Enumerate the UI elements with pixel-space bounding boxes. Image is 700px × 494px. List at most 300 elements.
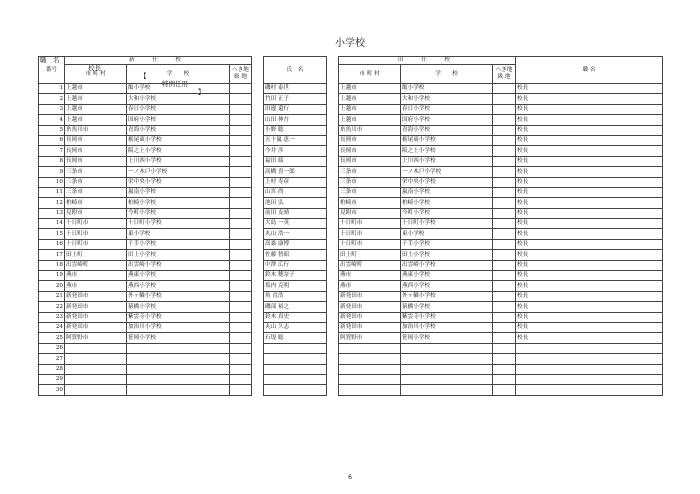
new-remote-cell [230, 364, 252, 374]
new-remote-cell [230, 167, 252, 177]
old-city-cell: 見附市 [339, 208, 401, 218]
row-number: 1 [39, 84, 65, 94]
old-school-cell: 大和小学校 [401, 94, 493, 104]
position-cell: 校長 [516, 333, 663, 343]
gap-cell [327, 333, 339, 343]
gap-cell [327, 125, 339, 135]
name-cell: 角 直浩 [264, 291, 327, 301]
row-number: 17 [39, 250, 65, 260]
new-school-cell: 笹岡小学校 [127, 333, 230, 343]
name-cell: 鈴木 真史 [264, 312, 327, 322]
new-remote-cell [230, 281, 252, 291]
old-city-cell: 長岡市 [339, 156, 401, 166]
position-cell [516, 354, 663, 364]
name-cell [264, 374, 327, 384]
gap-cell [252, 208, 264, 218]
old-remote-cell [493, 250, 516, 260]
new-city-cell [65, 374, 127, 384]
gap-cell [327, 115, 339, 125]
header-new-city: 市 町 村 [65, 65, 127, 84]
new-school-cell: 十日町小学校 [127, 219, 230, 229]
old-remote-cell [493, 125, 516, 135]
row-number: 21 [39, 291, 65, 301]
old-city-cell [339, 385, 401, 395]
position-cell: 校長 [516, 84, 663, 94]
old-city-cell: 阿賀野市 [339, 333, 401, 343]
new-remote-cell [230, 208, 252, 218]
row-number: 3 [39, 104, 65, 114]
new-remote-cell [230, 302, 252, 312]
new-city-cell: 見附市 [65, 208, 127, 218]
gap-cell [252, 84, 264, 94]
old-city-cell: 十日町市 [339, 219, 401, 229]
name-cell: 山宮 尚 [264, 187, 327, 197]
new-school-cell [127, 354, 230, 364]
position-cell [516, 385, 663, 395]
old-remote-cell [493, 281, 516, 291]
gap-cell [252, 115, 264, 125]
old-remote-cell [493, 229, 516, 239]
old-remote-cell [493, 208, 516, 218]
gap-cell [252, 354, 264, 364]
old-school-cell: 栄中央小学校 [401, 177, 493, 187]
old-school-cell [401, 374, 493, 384]
position-cell: 校長 [516, 135, 663, 145]
gap-cell [252, 104, 264, 114]
old-city-cell [339, 374, 401, 384]
row-number: 28 [39, 364, 65, 374]
gap-cell [252, 374, 264, 384]
new-remote-cell [230, 146, 252, 156]
table-row [39, 333, 663, 343]
gap-cell [252, 125, 264, 135]
header-new-school-group: 新 任 校 [65, 57, 252, 65]
new-city-cell [65, 354, 127, 364]
new-city-cell: 糸魚川市 [65, 125, 127, 135]
new-remote-cell [230, 260, 252, 270]
gap-cell [327, 322, 339, 332]
gap-cell [327, 343, 339, 353]
name-cell: 石堤 聡 [264, 333, 327, 343]
old-school-cell: 燕東小学校 [401, 271, 493, 281]
old-school-cell: 飯小学校 [401, 84, 493, 94]
new-city-cell: 三条市 [65, 187, 127, 197]
new-school-cell: 加治川小学校 [127, 322, 230, 332]
old-school-cell: 東小学校 [401, 229, 493, 239]
gap-cell [252, 187, 264, 197]
position-cell: 校長 [516, 229, 663, 239]
new-school-cell: 千手小学校 [127, 239, 230, 249]
position-cell: 校長 [516, 239, 663, 249]
row-number: 15 [39, 229, 65, 239]
row-number: 11 [39, 187, 65, 197]
name-cell: 丸山 浩一 [264, 229, 327, 239]
old-city-cell [339, 364, 401, 374]
position-cell: 校長 [516, 219, 663, 229]
old-city-cell: 出雲崎町 [339, 260, 401, 270]
new-remote-cell [230, 84, 252, 94]
header-row-groups [39, 57, 663, 65]
old-remote-cell [493, 84, 516, 94]
position-cell: 校長 [516, 322, 663, 332]
gap-cell [252, 167, 264, 177]
row-number: 6 [39, 135, 65, 145]
new-school-cell [127, 364, 230, 374]
header-old-city: 市 町 村 [339, 65, 401, 84]
old-remote-cell [493, 322, 516, 332]
name-cell: 今井 涉 [264, 146, 327, 156]
gap-cell [327, 291, 339, 301]
table-row [39, 291, 663, 301]
new-city-cell: 三条市 [65, 177, 127, 187]
table-row [39, 104, 663, 114]
old-city-cell: 燕市 [339, 271, 401, 281]
old-city-cell: 田上町 [339, 250, 401, 260]
gap-cell [327, 260, 339, 270]
new-remote-cell [230, 156, 252, 166]
old-school-cell: 加治川小学校 [401, 322, 493, 332]
gap-cell [327, 364, 339, 374]
new-school-cell: 一ノ木戸小学校 [127, 167, 230, 177]
table-row [39, 364, 663, 374]
gap-cell [252, 364, 264, 374]
old-city-cell: 新発田市 [339, 291, 401, 301]
table-row [39, 260, 663, 270]
gap-cell [327, 208, 339, 218]
old-school-cell: 青海小学校 [401, 125, 493, 135]
table-row [39, 312, 663, 322]
old-school-cell: 十日町小学校 [401, 219, 493, 229]
old-school-cell: 春日小学校 [401, 104, 493, 114]
name-cell [264, 364, 327, 374]
new-school-cell [127, 374, 230, 384]
new-school-cell: 上川西小学校 [127, 156, 230, 166]
old-school-cell: 今町小学校 [401, 208, 493, 218]
old-city-cell: 長岡市 [339, 135, 401, 145]
gap-cell [252, 250, 264, 260]
new-remote-cell [230, 229, 252, 239]
new-city-cell: 十日町市 [65, 229, 127, 239]
old-city-cell [339, 354, 401, 364]
position-cell: 校長 [516, 302, 663, 312]
new-school-cell: 春日小学校 [127, 104, 230, 114]
old-city-cell: 新発田市 [339, 322, 401, 332]
new-city-cell: 田上町 [65, 250, 127, 260]
old-remote-cell [493, 260, 516, 270]
row-number: 20 [39, 281, 65, 291]
name-cell: 中澤 広行 [264, 260, 327, 270]
position-cell: 校長 [516, 312, 663, 322]
table-row [39, 354, 663, 364]
gap-cell [252, 271, 264, 281]
gap-cell [252, 385, 264, 395]
row-number: 27 [39, 354, 65, 364]
new-remote-cell [230, 343, 252, 353]
gap-cell [327, 239, 339, 249]
position-cell [516, 343, 663, 353]
name-cell: 前田 友晴 [264, 208, 327, 218]
row-number: 23 [39, 312, 65, 322]
row-number: 29 [39, 374, 65, 384]
new-remote-cell [230, 271, 252, 281]
new-school-cell: 嵐南小学校 [127, 187, 230, 197]
new-remote-cell [230, 312, 252, 322]
table-row [39, 250, 663, 260]
gap-cell [252, 333, 264, 343]
name-cell: 丸山 久志 [264, 322, 327, 332]
row-number: 30 [39, 385, 65, 395]
table-row [39, 281, 663, 291]
old-city-cell: 新発田市 [339, 302, 401, 312]
position-cell: 校長 [516, 250, 663, 260]
gap-cell [252, 312, 264, 322]
old-city-cell: 糸魚川市 [339, 125, 401, 135]
old-remote-cell [493, 239, 516, 249]
old-school-cell: 笹岡小学校 [401, 333, 493, 343]
gap-cell [327, 177, 339, 187]
gap-cell [252, 219, 264, 229]
gap-cell [327, 219, 339, 229]
new-city-cell: 阿賀野市 [65, 333, 127, 343]
new-school-cell: 紫雲寺小学校 [127, 312, 230, 322]
table-row [39, 385, 663, 395]
position-cell: 校長 [516, 125, 663, 135]
name-cell: 大島 一英 [264, 219, 327, 229]
new-city-cell [65, 364, 127, 374]
new-city-cell: 上越市 [65, 84, 127, 94]
appointment-table [38, 56, 663, 396]
new-remote-cell [230, 291, 252, 301]
new-city-cell: 燕市 [65, 281, 127, 291]
new-remote-cell [230, 115, 252, 125]
gap-cell [327, 302, 339, 312]
new-city-cell: 燕市 [65, 271, 127, 281]
old-remote-cell [493, 167, 516, 177]
name-cell: 磯部 裕之 [264, 302, 327, 312]
gap-cell [327, 104, 339, 114]
new-remote-cell [230, 187, 252, 197]
gap-cell [327, 385, 339, 395]
old-school-cell: 嵐南小学校 [401, 187, 493, 197]
gap-cell [252, 156, 264, 166]
old-city-cell: 長岡市 [339, 146, 401, 156]
new-city-cell: 三条市 [65, 167, 127, 177]
new-remote-cell [230, 125, 252, 135]
old-remote-cell [493, 146, 516, 156]
table-row [39, 229, 663, 239]
row-number: 8 [39, 156, 65, 166]
old-remote-cell [493, 198, 516, 208]
row-number: 7 [39, 146, 65, 156]
gap-cell [327, 374, 339, 384]
new-city-cell: 上越市 [65, 115, 127, 125]
old-school-cell: 田上小学校 [401, 250, 493, 260]
new-school-cell: 燕東小学校 [127, 271, 230, 281]
old-school-cell: 猿橋小学校 [401, 302, 493, 312]
new-school-cell: 出雲崎小学校 [127, 260, 230, 270]
position-cell: 校長 [516, 167, 663, 177]
old-city-cell [339, 343, 401, 353]
new-city-cell: 柏崎市 [65, 198, 127, 208]
old-remote-cell [493, 271, 516, 281]
page-number: 6 [348, 474, 352, 481]
old-remote-cell [493, 104, 516, 114]
old-remote-cell [493, 364, 516, 374]
bracket-open: 【 [140, 72, 147, 80]
header-number: 番号 [39, 57, 65, 84]
position-cell: 校長 [516, 271, 663, 281]
old-remote-cell [493, 312, 516, 322]
header-gap [252, 57, 264, 84]
new-school-cell: 今町小学校 [127, 208, 230, 218]
row-number: 5 [39, 125, 65, 135]
old-remote-cell [493, 177, 516, 187]
old-school-cell [401, 343, 493, 353]
gap-cell [252, 302, 264, 312]
new-remote-cell [230, 333, 252, 343]
new-school-cell: 栄中央小学校 [127, 177, 230, 187]
old-school-cell: 国府小学校 [401, 115, 493, 125]
new-school-cell: 大和小学校 [127, 94, 230, 104]
new-remote-cell [230, 135, 252, 145]
position-cell: 校長 [516, 146, 663, 156]
gap-cell [327, 156, 339, 166]
name-cell: 磯村 泰世 [264, 84, 327, 94]
name-cell: 鈴木 穂奈子 [264, 271, 327, 281]
row-number: 26 [39, 343, 65, 353]
gap-cell [327, 94, 339, 104]
name-cell: 坂内 克明 [264, 281, 327, 291]
header-old-remote: へき地 級 地 [493, 65, 516, 84]
new-city-cell: 新発田市 [65, 322, 127, 332]
gap-cell [327, 312, 339, 322]
gap-cell [252, 239, 264, 249]
gap-cell [327, 135, 339, 145]
position-cell: 校長 [516, 177, 663, 187]
gap-cell [327, 146, 339, 156]
gap-cell [252, 291, 264, 301]
gap-cell [252, 229, 264, 239]
row-number: 12 [39, 198, 65, 208]
old-school-cell: 栃尾東小学校 [401, 135, 493, 145]
position-cell: 校長 [516, 281, 663, 291]
old-remote-cell [493, 291, 516, 301]
gap-cell [252, 343, 264, 353]
old-city-cell: 燕市 [339, 281, 401, 291]
row-number: 16 [39, 239, 65, 249]
new-remote-cell [230, 354, 252, 364]
position-cell: 校長 [516, 198, 663, 208]
new-city-cell: 十日町市 [65, 239, 127, 249]
old-city-cell: 三条市 [339, 177, 401, 187]
new-school-cell: 外ヶ輪小学校 [127, 291, 230, 301]
gap-cell [327, 271, 339, 281]
new-school-cell: 柏崎小学校 [127, 198, 230, 208]
table-row [39, 125, 663, 135]
old-city-cell: 三条市 [339, 167, 401, 177]
new-school-cell: 国府小学校 [127, 115, 230, 125]
header-position: 職 名 [516, 57, 663, 84]
position-cell: 校長 [516, 291, 663, 301]
new-city-cell [65, 385, 127, 395]
name-cell: 高橋 喜一郎 [264, 167, 327, 177]
old-school-cell: 上川西小学校 [401, 156, 493, 166]
row-number: 22 [39, 302, 65, 312]
new-school-cell: 青海小学校 [127, 125, 230, 135]
name-cell: 福田 綾 [264, 156, 327, 166]
new-remote-cell [230, 104, 252, 114]
new-remote-cell [230, 94, 252, 104]
gap-cell [327, 281, 339, 291]
new-city-cell: 長岡市 [65, 146, 127, 156]
new-city-cell: 長岡市 [65, 156, 127, 166]
table-row [39, 187, 663, 197]
new-remote-cell [230, 219, 252, 229]
old-remote-cell [493, 135, 516, 145]
old-remote-cell [493, 385, 516, 395]
name-cell: 山田 伸吾 [264, 115, 327, 125]
old-school-cell: 燕西小学校 [401, 281, 493, 291]
table-row [39, 343, 663, 353]
new-city-cell: 新発田市 [65, 302, 127, 312]
row-number: 25 [39, 333, 65, 343]
new-school-cell: 東小学校 [127, 229, 230, 239]
name-cell: 田邊 還行 [264, 104, 327, 114]
table-row [39, 177, 663, 187]
table-row [39, 167, 663, 177]
new-school-cell: 栃尾東小学校 [127, 135, 230, 145]
table-row [39, 271, 663, 281]
table-row [39, 156, 663, 166]
new-city-cell: 新発田市 [65, 291, 127, 301]
position-cell: 校長 [516, 94, 663, 104]
table-row [39, 239, 663, 249]
old-remote-cell [493, 302, 516, 312]
new-city-cell [65, 343, 127, 353]
old-school-cell: 外ヶ輪小学校 [401, 291, 493, 301]
header-gap [327, 57, 339, 84]
row-number: 9 [39, 167, 65, 177]
row-number: 4 [39, 115, 65, 125]
new-remote-cell [230, 198, 252, 208]
old-city-cell: 上越市 [339, 115, 401, 125]
gap-cell [327, 250, 339, 260]
old-school-cell: 柏崎小学校 [401, 198, 493, 208]
old-school-cell: 紫雲寺小学校 [401, 312, 493, 322]
new-remote-cell [230, 250, 252, 260]
gap-cell [252, 177, 264, 187]
appointment-type: 特例任用 [162, 80, 188, 88]
old-remote-cell [493, 343, 516, 353]
gap-cell [252, 146, 264, 156]
page-title: 小学校 [335, 38, 365, 49]
name-cell [264, 354, 327, 364]
position-cell [516, 374, 663, 384]
position-label: 職 名 [40, 56, 60, 64]
gap-cell [327, 167, 339, 177]
gap-cell [252, 322, 264, 332]
position-cell: 校長 [516, 260, 663, 270]
gap-cell [327, 84, 339, 94]
header-old-school-group: 旧 任 校 [339, 57, 516, 65]
position-cell: 校長 [516, 156, 663, 166]
table-row [39, 146, 663, 156]
old-city-cell: 上越市 [339, 94, 401, 104]
new-school-cell [127, 385, 230, 395]
new-remote-cell [230, 374, 252, 384]
old-school-cell: 一ノ木戸小学校 [401, 167, 493, 177]
position-cell: 校長 [516, 187, 663, 197]
